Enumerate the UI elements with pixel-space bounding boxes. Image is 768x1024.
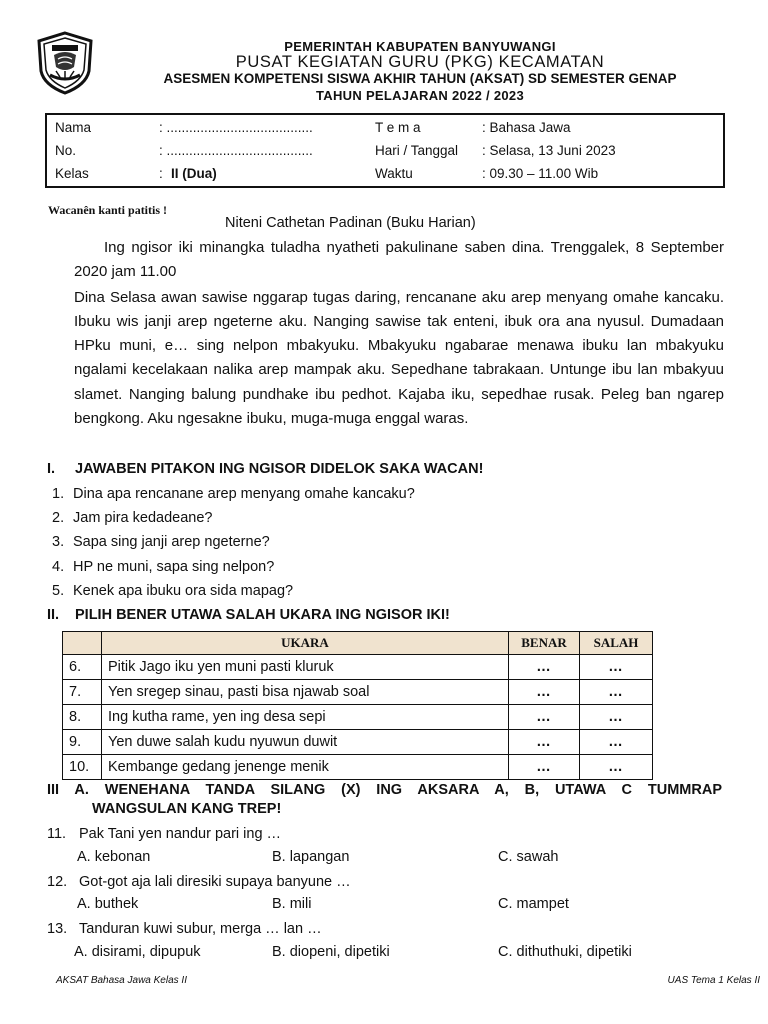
true-false-table (62, 631, 653, 780)
reading-instruction: Wacanên kanti patitis ! (48, 203, 168, 217)
hari-tanggal-label: Hari / Tanggal (375, 143, 459, 158)
question-number: 2. (52, 510, 65, 526)
reading-paragraph-1: Ing ngisor iki minangka tuladha nyatheti pakulinane saben dina. Trenggalek, 8 September 2020 jam 11.00 (74, 239, 724, 281)
section-3a-title-line-2: WANGSULAN KANG TREP! (92, 801, 282, 817)
table-header-row (63, 632, 653, 655)
question-text: Pak Tani yen nandur pari ing … (79, 826, 282, 842)
salah-answer-cell[interactable]: … (580, 730, 653, 755)
section-2-number: II. (47, 607, 60, 623)
waktu-label: Waktu (375, 166, 413, 181)
section-1-number: I. (47, 461, 56, 477)
row-number: 8. (63, 705, 102, 730)
nama-field[interactable]: : ....................................... (159, 120, 313, 135)
footer-left: AKSAT Bahasa Jawa Kelas II (56, 975, 187, 986)
reading-paragraph-2: Dina Selasa awan sawise nggarap tugas daring, rencanane aku arep menyang omahe kancaku. Ibuku wis janji arep ngeterne aku. Nanging sawise tak enteni, ibuk ora ana nyusul. Dumadaan HPku muni, e… sing nelpon mbakyuku. Mbakyuku ngabarae menawa ibuku lan mbakyuku ngalami kecelakaan nalika arep mampak aku. Sepedhane tabrakaan. Untunge ibu lan mbakyuu slamet. Nanging balung pundhake ibu pedhot. Kajaba iku, sepedhae rusak. Peleg ban ngarep bengkong. Aku ngesakne ibuku, muga-muga enggal waras. (74, 288, 724, 428)
reading-passage (74, 236, 724, 431)
benar-answer-cell[interactable]: … (509, 655, 580, 680)
option-c[interactable]: C. dithuthuki, dipetiki (498, 944, 632, 960)
row-number: 10. (63, 755, 102, 780)
header-line-assessment: ASESMEN KOMPETENSI SISWA AKHIR TAHUN (AKSAT) SD SEMESTER GENAP (163, 71, 677, 86)
option-b[interactable]: B. mili (272, 896, 312, 912)
header-line-school-year: TAHUN PELAJARAN 2022 / 2023 (316, 88, 524, 103)
waktu-value: : 09.30 – 11.00 Wib (482, 166, 599, 181)
question-text: HP ne muni, sapa sing nelpon? (73, 559, 275, 575)
table-row (63, 655, 653, 680)
banyuwangi-emblem-logo (36, 31, 94, 95)
header-line-government: PEMERINTAH KABUPATEN BANYUWANGI (284, 39, 556, 54)
row-statement: Yen sregep sinau, pasti bisa njawab soal (102, 680, 509, 705)
row-statement: Ing kutha rame, yen ing desa sepi (102, 705, 509, 730)
option-c[interactable]: C. mampet (498, 896, 569, 912)
salah-answer-cell[interactable]: … (580, 755, 653, 780)
row-number: 6. (63, 655, 102, 680)
hari-tanggal-value: : Selasa, 13 Juni 2023 (482, 143, 616, 158)
nama-label: Nama (55, 120, 92, 135)
header-ukara: UKARA (102, 632, 509, 655)
no-label: No. (55, 143, 77, 158)
option-a[interactable]: A. kebonan (77, 849, 151, 865)
question-text: Tanduran kuwi subur, merga … lan … (79, 921, 322, 937)
header-blank-cell (63, 632, 102, 655)
option-c[interactable]: C. sawah (498, 849, 559, 865)
row-number: 7. (63, 680, 102, 705)
question-number: 3. (52, 534, 65, 550)
kelas-colon: : (159, 166, 163, 181)
header-benar: BENAR (509, 632, 580, 655)
question-text: Kenek apa ibuku ora sida mapag? (73, 583, 294, 599)
kelas-label: Kelas (55, 166, 89, 181)
option-b[interactable]: B. lapangan (272, 849, 350, 865)
benar-answer-cell[interactable]: … (509, 705, 580, 730)
row-statement: Kembange gedang jenenge menik (102, 755, 509, 780)
benar-answer-cell[interactable]: … (509, 755, 580, 780)
table-row (63, 705, 653, 730)
header-line-pkg: PUSAT KEGIATAN GURU (PKG) KECAMATAN (235, 53, 605, 71)
benar-answer-cell[interactable]: … (509, 680, 580, 705)
section-2-title: PILIH BENER UTAWA SALAH UKARA ING NGISOR IKI! (75, 607, 450, 623)
salah-answer-cell[interactable]: … (580, 705, 653, 730)
question-number: 11. (47, 826, 67, 842)
option-a[interactable]: A. buthek (77, 896, 139, 912)
question-text: Sapa sing janji arep ngeterne? (73, 534, 270, 550)
tema-label: T e m a (375, 120, 421, 135)
footer-right: UAS Tema 1 Kelas II (667, 975, 760, 986)
question-number: 12. (47, 874, 68, 890)
question-number: 13. (47, 921, 68, 937)
section-3a-title-line-1: III A. WENEHANA TANDA SILANG (X) ING AKSARA A, B, UTAWA C TUMMRAP (47, 782, 722, 798)
header-salah: SALAH (580, 632, 653, 655)
option-a[interactable]: A. disirami, dipupuk (74, 944, 201, 960)
table-row (63, 730, 653, 755)
section-1-title: JAWABEN PITAKON ING NGISOR DIDELOK SAKA WACAN! (75, 461, 484, 477)
table-row (63, 680, 653, 705)
tema-value: : Bahasa Jawa (482, 120, 571, 135)
question-text: Dina apa rencanane arep menyang omahe kancaku? (73, 486, 415, 502)
option-b[interactable]: B. diopeni, dipetiki (272, 944, 390, 960)
no-field[interactable]: : ....................................... (159, 143, 313, 158)
question-number: 4. (52, 559, 65, 575)
row-statement: Pitik Jago iku yen muni pasti kluruk (102, 655, 509, 680)
row-statement: Yen duwe salah kudu nyuwun duwit (102, 730, 509, 755)
student-identity-box (45, 113, 725, 188)
benar-answer-cell[interactable]: … (509, 730, 580, 755)
question-number: 1. (52, 486, 65, 502)
salah-answer-cell[interactable]: … (580, 680, 653, 705)
row-number: 9. (63, 730, 102, 755)
reading-title: Niteni Cathetan Padinan (Buku Harian) (225, 215, 476, 231)
question-number: 5. (52, 583, 65, 599)
table-row (63, 755, 653, 780)
question-text: Jam pira kedadeane? (73, 510, 213, 526)
salah-answer-cell[interactable]: … (580, 655, 653, 680)
question-text: Got-got aja lali diresiki supaya banyune … (79, 874, 351, 890)
kelas-value: II (Dua) (171, 166, 217, 181)
